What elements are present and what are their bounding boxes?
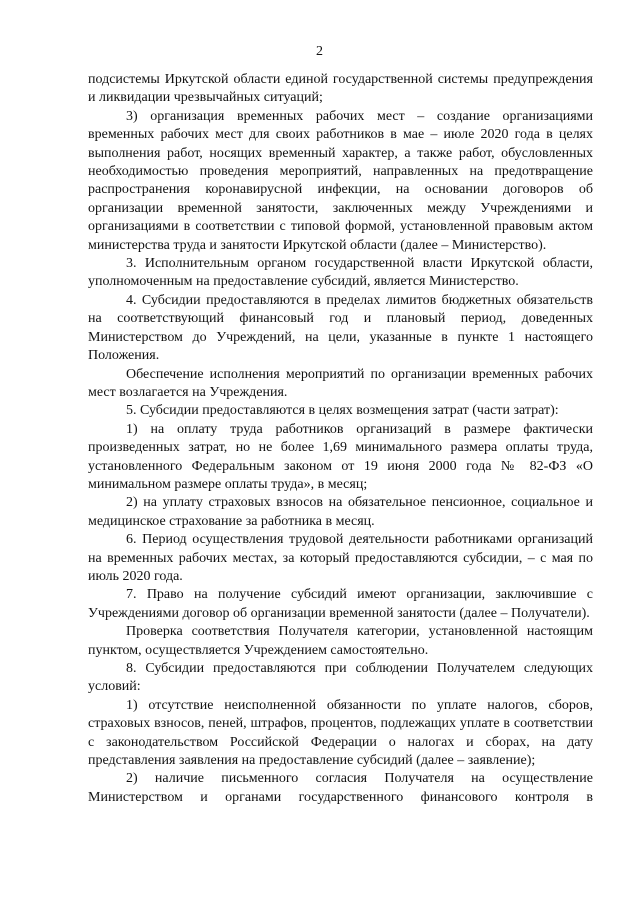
paragraph-item-3-temp-jobs: 3) организация временных рабочих мест – создание организациями временных рабочих мест для своих работников в мае – июле 2020 года в целях выполнения работ, носящих временный характер, а также работ, обусловленных необходимостью проведения мероприятий, направленных на предотвращение распространения коронавирусной инфекции, на основании договоров об организации временной занятости, заключенных между Учреждениями и организациями в соответствии с типовой формой, установленной правовым актом министерства труда и занятости Иркутской области (далее – Министерство). bbox=[88, 108, 593, 253]
paragraph-clause-7: 7. Право на получение субсидий имеют организации, заключившие с Учреждениями договор об организации временной занятости (далее – Получатели). bbox=[88, 587, 593, 621]
paragraph-clause-5: 5. Субсидии предоставляются в целях возмещения затрат (части затрат): bbox=[126, 403, 559, 419]
paragraph-clause-5-item-1: 1) на оплату труда работников организаций в размере фактически произведенных затрат, но не более 1,69 минимального размера оплаты труда, установленного Федеральным законом от 19 июня 2000 года № 82-ФЗ «О минимальном размере оплаты труда», в месяц; bbox=[88, 421, 593, 492]
paragraph-clause-8-item-1: 1) отсутствие неисполненной обязанности по уплате налогов, сборов, страховых взносов, пеней, штрафов, процентов, подлежащих уплате в соответствии с законодательством Российской Федерации о налогах и сборах, на дату представления заявления на предоставление субсидий (далее – заявление); bbox=[88, 697, 593, 769]
paragraph-clause-6: 6. Период осуществления трудовой деятельности работниками организаций на временных рабочих местах, за который предоставляются субсидии, – с мая по июль 2020 года. bbox=[88, 532, 593, 584]
paragraph-clause-4: 4. Субсидии предоставляются в пределах лимитов бюджетных обязательств на соответствующий финансовый год и плановый период, доведенных Министерством до Учреждений, на цели, указанные в пункте 1 настоящего Положения. bbox=[88, 292, 593, 364]
document-body bbox=[88, 71, 593, 807]
paragraph-clause-5-item-2: 2) на уплату страховых взносов на обязательное пенсионное, социальное и медицинское страхование за работника в месяц. bbox=[88, 495, 593, 529]
paragraph-recipient-check: Проверка соответствия Получателя категории, установленной настоящим пунктом, осуществляется Учреждением самостоятельно. bbox=[88, 624, 593, 658]
paragraph-clause-8: 8. Субсидии предоставляются при соблюдении Получателем следующих условий: bbox=[88, 661, 593, 695]
paragraph-execution-provision: Обеспечение исполнения мероприятий по организации временных рабочих мест возлагается на Учреждения. bbox=[88, 366, 593, 400]
paragraph-clause-8-item-2: 2) наличие письменного согласия Получателя на осуществление Министерством и органами государственного финансового контроля в bbox=[88, 771, 593, 805]
paragraph-continuation: подсистемы Иркутской области единой государственной системы предупреждения и ликвидации чрезвычайных ситуаций; bbox=[88, 72, 593, 106]
paragraph-clause-3: 3. Исполнительным органом государственной власти Иркутской области, уполномоченным на предоставление субсидий, является Министерство. bbox=[88, 256, 593, 290]
page-number: 2 bbox=[316, 44, 323, 59]
